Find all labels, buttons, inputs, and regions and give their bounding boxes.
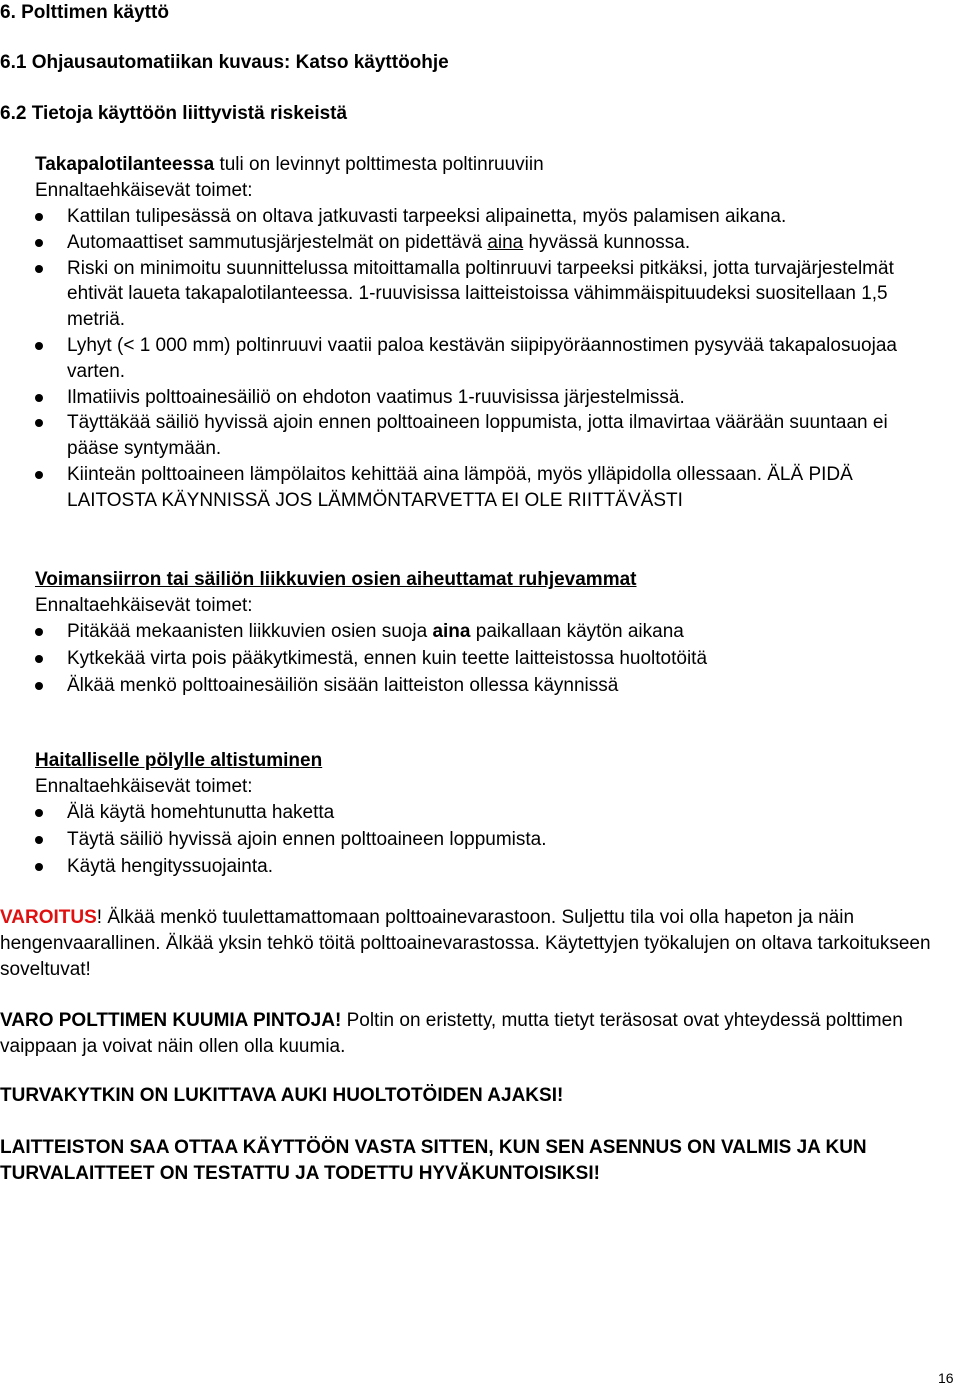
hot-surfaces-paragraph [0, 1008, 955, 1060]
bullet-icon [35, 419, 43, 427]
list-item [35, 410, 940, 462]
list-item [35, 256, 940, 333]
backfire-title [35, 152, 544, 178]
list-item [35, 462, 940, 514]
bullet-icon [35, 628, 43, 636]
heading-section-6-1: 6.1 Ohjausautomatiikan kuvaus: Katso käyttöohje [0, 52, 449, 73]
list-item-text-bold: aina [432, 621, 471, 642]
commissioning-notice: LAITTEISTON SAA OTTAA KÄYTTÖÖN VASTA SITTEN, KUN SEN ASENNUS ON VALMIS JA KUN TURVALAITTEET ON TESTATTU JA TODETTU HYVÄKUNTOISIKSI! [0, 1137, 867, 1184]
list-item [35, 854, 940, 880]
bullet-icon [35, 239, 43, 247]
list-item [35, 800, 940, 826]
crush-injury-title: Voimansiirron tai säiliön liikkuvien osien aiheuttamat ruhjevammat [35, 569, 637, 590]
bullet-icon [35, 682, 43, 690]
list-item [35, 385, 940, 411]
lockout-notice: TURVAKYTKIN ON LUKITTAVA AUKI HUOLTOTÖIDEN AJAKSI! [0, 1085, 564, 1106]
list-item [35, 646, 940, 672]
list-item [35, 333, 940, 385]
list-item [35, 827, 940, 853]
list-item-text-after: hyvässä kunnossa. [523, 231, 691, 253]
backfire-title-bold: Takapalotilanteessa [35, 154, 215, 175]
bullet-icon [35, 213, 43, 221]
list-item-text-after: paikallaan käytön aikana [470, 621, 684, 642]
list-item-text: Riski on minimoitu suunnittelussa mitoittamalla poltinruuvi tarpeeksi pitkäksi, jotta turvajärjestelmät ehtivät laueta takapalotilanteessa. 1-ruuvisissa laitteistoissa vähimmäispituudeksi suositellaan 1,5 metriä. [67, 257, 894, 331]
backfire-measures-list [35, 204, 940, 514]
crush-injury-intro: Ennaltaehkäisevät toimet: [35, 595, 253, 616]
list-item [35, 230, 940, 256]
heading-section-6: 6. Polttimen käyttö [0, 2, 169, 23]
warning-label: VAROITUS [0, 907, 97, 928]
warning-paragraph [0, 905, 955, 982]
list-item-text: Ilmatiivis polttoainesäiliö on ehdoton vaatimus 1-ruuvisissa järjestelmissä. [67, 386, 685, 408]
list-item [35, 673, 940, 699]
bullet-icon [35, 471, 43, 479]
page-number: 16 [938, 1370, 954, 1386]
bullet-icon [35, 809, 43, 817]
list-item [35, 204, 940, 230]
warning-text: ! Älkää menkö tuulettamattomaan polttoainevarastoon. Suljettu tila voi olla hapeton ja näin hengenvaarallinen. Älkää yksin tehkö töitä polttoainevarastossa. Käytettyjen työkalujen on oltava tarkoitukseen soveltuvat! [0, 907, 931, 980]
dust-exposure-measures-list [35, 800, 940, 879]
list-item-text: Täyttäkää säiliö hyvissä ajoin ennen polttoaineen loppumista, jotta ilmavirtaa väärään suuntaan ei pääse syntymään. [67, 412, 888, 460]
backfire-intro: Ennaltaehkäisevät toimet: [35, 180, 253, 201]
bullet-icon [35, 265, 43, 273]
backfire-title-rest: tuli on levinnyt polttimesta poltinruuviin [214, 154, 544, 175]
list-item-text: Älkää menkö polttoainesäiliön sisään laitteiston ollessa käynnissä [67, 674, 619, 696]
list-item-text: Kytkekää virta pois pääkytkimestä, ennen kuin teette laitteistossa huoltotöitä [67, 647, 708, 669]
bullet-icon [35, 342, 43, 350]
list-item-text: Käytä hengityssuojainta. [67, 855, 273, 877]
list-item-text-underlined: aina [487, 231, 524, 253]
heading-section-6-2: 6.2 Tietoja käyttöön liittyvistä riskeistä [0, 103, 348, 124]
bullet-icon [35, 655, 43, 663]
list-item-text: Kiinteän polttoaineen lämpölaitos kehittää aina lämpöä, myös ylläpidolla ollessaan. ÄLÄ PIDÄ LAITOSTA KÄYNNISSÄ JOS LÄMMÖNTARVETTA EI OLE RIITTÄVÄSTI [67, 463, 853, 511]
hot-surfaces-bold: VARO POLTTIMEN KUUMIA PINTOJA! [0, 1010, 342, 1031]
list-item-text: Älä käytä homehtunutta haketta [67, 802, 335, 823]
bullet-icon [35, 863, 43, 871]
list-item-text-before: Pitäkää mekaanisten liikkuvien osien suoja [67, 621, 433, 642]
list-item [35, 619, 940, 645]
bullet-icon [35, 394, 43, 402]
list-item-text: Täytä säiliö hyvissä ajoin ennen polttoaineen loppumista. [67, 828, 547, 850]
dust-exposure-title: Haitalliselle pölylle altistuminen [35, 750, 323, 771]
bullet-icon [35, 836, 43, 844]
list-item-text: Kattilan tulipesässä on oltava jatkuvasti tarpeeksi alipainetta, myös palamisen aikana. [67, 206, 787, 227]
list-item-text-before: Automaattiset sammutusjärjestelmät on pidettävä [67, 231, 488, 253]
hot-surfaces-text: Poltin on eristetty, mutta tietyt teräsosat ovat yhteydessä polttimen vaippaan ja voivat näin ollen olla kuumia. [0, 1010, 903, 1057]
crush-injury-measures-list [35, 619, 940, 698]
list-item-text: Lyhyt (< 1 000 mm) poltinruuvi vaatii paloa kestävän siipipyöräannostimen pysyvää takapalosuojaa varten. [67, 334, 897, 382]
dust-exposure-intro: Ennaltaehkäisevät toimet: [35, 776, 253, 797]
